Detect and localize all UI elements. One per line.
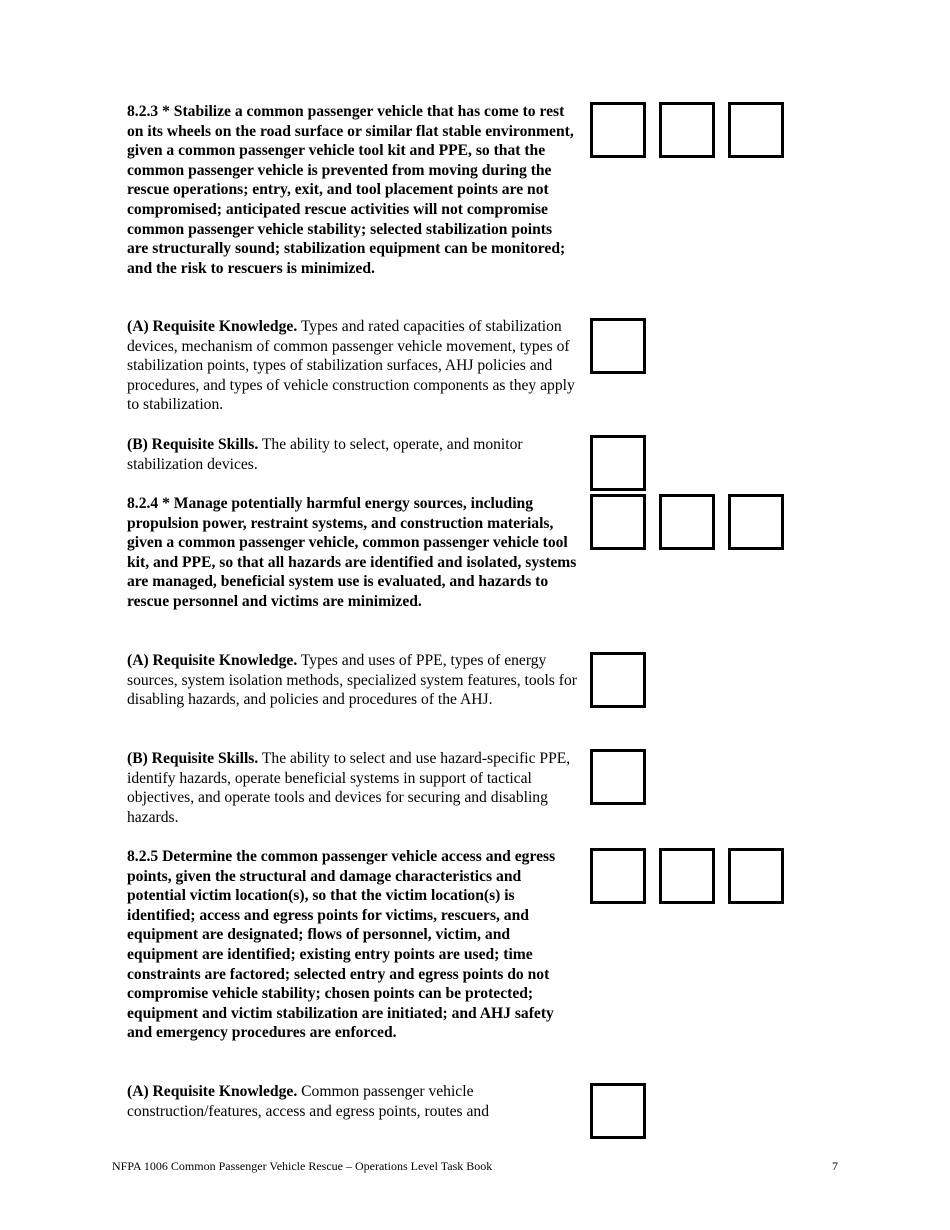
signoff-checkbox[interactable] xyxy=(590,749,646,805)
section-8-2-3-knowledge xyxy=(127,317,577,415)
signoff-checkbox[interactable] xyxy=(728,848,784,904)
section-8-2-3-heading: 8.2.3 * Stabilize a common passenger vehicle that has come to rest on its wheels on the road surface or similar flat stable environment, given a common passenger vehicle tool kit and PPE, so that the common passenger vehicle is prevented from moving during the rescue operations; entry, exit, and tool placement points are not compromised; anticipated rescue activities will not compromise common passenger vehicle stability; selected stabilization points are structurally sound; stabilization equipment can be monitored; and the risk to rescuers is minimized. xyxy=(127,103,574,277)
signoff-checkbox[interactable] xyxy=(659,848,715,904)
knowledge-text: Common passenger vehicle construction/features, access and egress points, routes and xyxy=(127,1083,490,1120)
signoff-checkbox[interactable] xyxy=(590,102,646,158)
footer-title: NFPA 1006 Common Passenger Vehicle Rescue – Operations Level Task Book xyxy=(112,1159,493,1173)
skills-text: The ability to select, operate, and monitor stabilization devices. xyxy=(127,436,523,473)
signoff-checkbox[interactable] xyxy=(659,102,715,158)
signoff-checkbox[interactable] xyxy=(590,318,646,374)
signoff-checkbox[interactable] xyxy=(590,848,646,904)
section-8-2-3-skills xyxy=(127,435,577,474)
signoff-checkbox[interactable] xyxy=(590,435,646,491)
section-8-2-5-knowledge xyxy=(127,1082,577,1121)
section-8-2-4-skills xyxy=(127,749,577,827)
skills-text: The ability to select and use hazard-specific PPE, identify hazards, operate beneficial systems in support of tactical objectives, and operate tools and devices for securing and disabling hazards. xyxy=(127,750,571,826)
section-8-2-4-heading: 8.2.4 * Manage potentially harmful energy sources, including propulsion power, restraint systems, and construction materials, given a common passenger vehicle, common passenger vehicle tool kit, and PPE, so that all hazards are identified and isolated, systems are managed, beneficial system use is evaluated, and hazards to rescue personnel and victims are minimized. xyxy=(127,495,577,610)
knowledge-text: Types and uses of PPE, types of energy sources, system isolation methods, specialized system features, tools for disabling hazards, and policies and procedures of the AHJ. xyxy=(127,652,577,709)
signoff-checkbox[interactable] xyxy=(590,652,646,708)
page-number: 7 xyxy=(832,1159,838,1173)
signoff-checkbox[interactable] xyxy=(728,102,784,158)
knowledge-label: (A) Requisite Knowledge. xyxy=(127,1083,298,1100)
section-8-2-4-knowledge xyxy=(127,651,577,710)
signoff-checkbox[interactable] xyxy=(590,494,646,550)
section-8-2-5-heading: 8.2.5 Determine the common passenger vehicle access and egress points, given the structural and damage characteristics and potential victim location(s), so that the victim location(s) is identified; access and egress points for victims, rescuers, and equipment are designated; flows of personnel, victim, and equipment are identified; existing entry points are used; time constraints are factored; selected entry and egress points do not compromise vehicle stability; chosen points can be protected; equipment and victim stabilization are initiated; and AHJ safety and emergency procedures are enforced. xyxy=(127,848,556,1042)
knowledge-label: (A) Requisite Knowledge. xyxy=(127,652,298,669)
knowledge-label: (A) Requisite Knowledge. xyxy=(127,318,298,335)
knowledge-text: Types and rated capacities of stabilization devices, mechanism of common passenger vehicle movement, types of stabilization points, types of stabilization surfaces, AHJ policies and procedures, and types of vehicle construction components as they apply to stabilization. xyxy=(127,318,575,414)
signoff-checkbox[interactable] xyxy=(728,494,784,550)
skills-label: (B) Requisite Skills. xyxy=(127,436,259,453)
signoff-checkbox[interactable] xyxy=(659,494,715,550)
signoff-checkbox[interactable] xyxy=(590,1083,646,1139)
skills-label: (B) Requisite Skills. xyxy=(127,750,259,767)
